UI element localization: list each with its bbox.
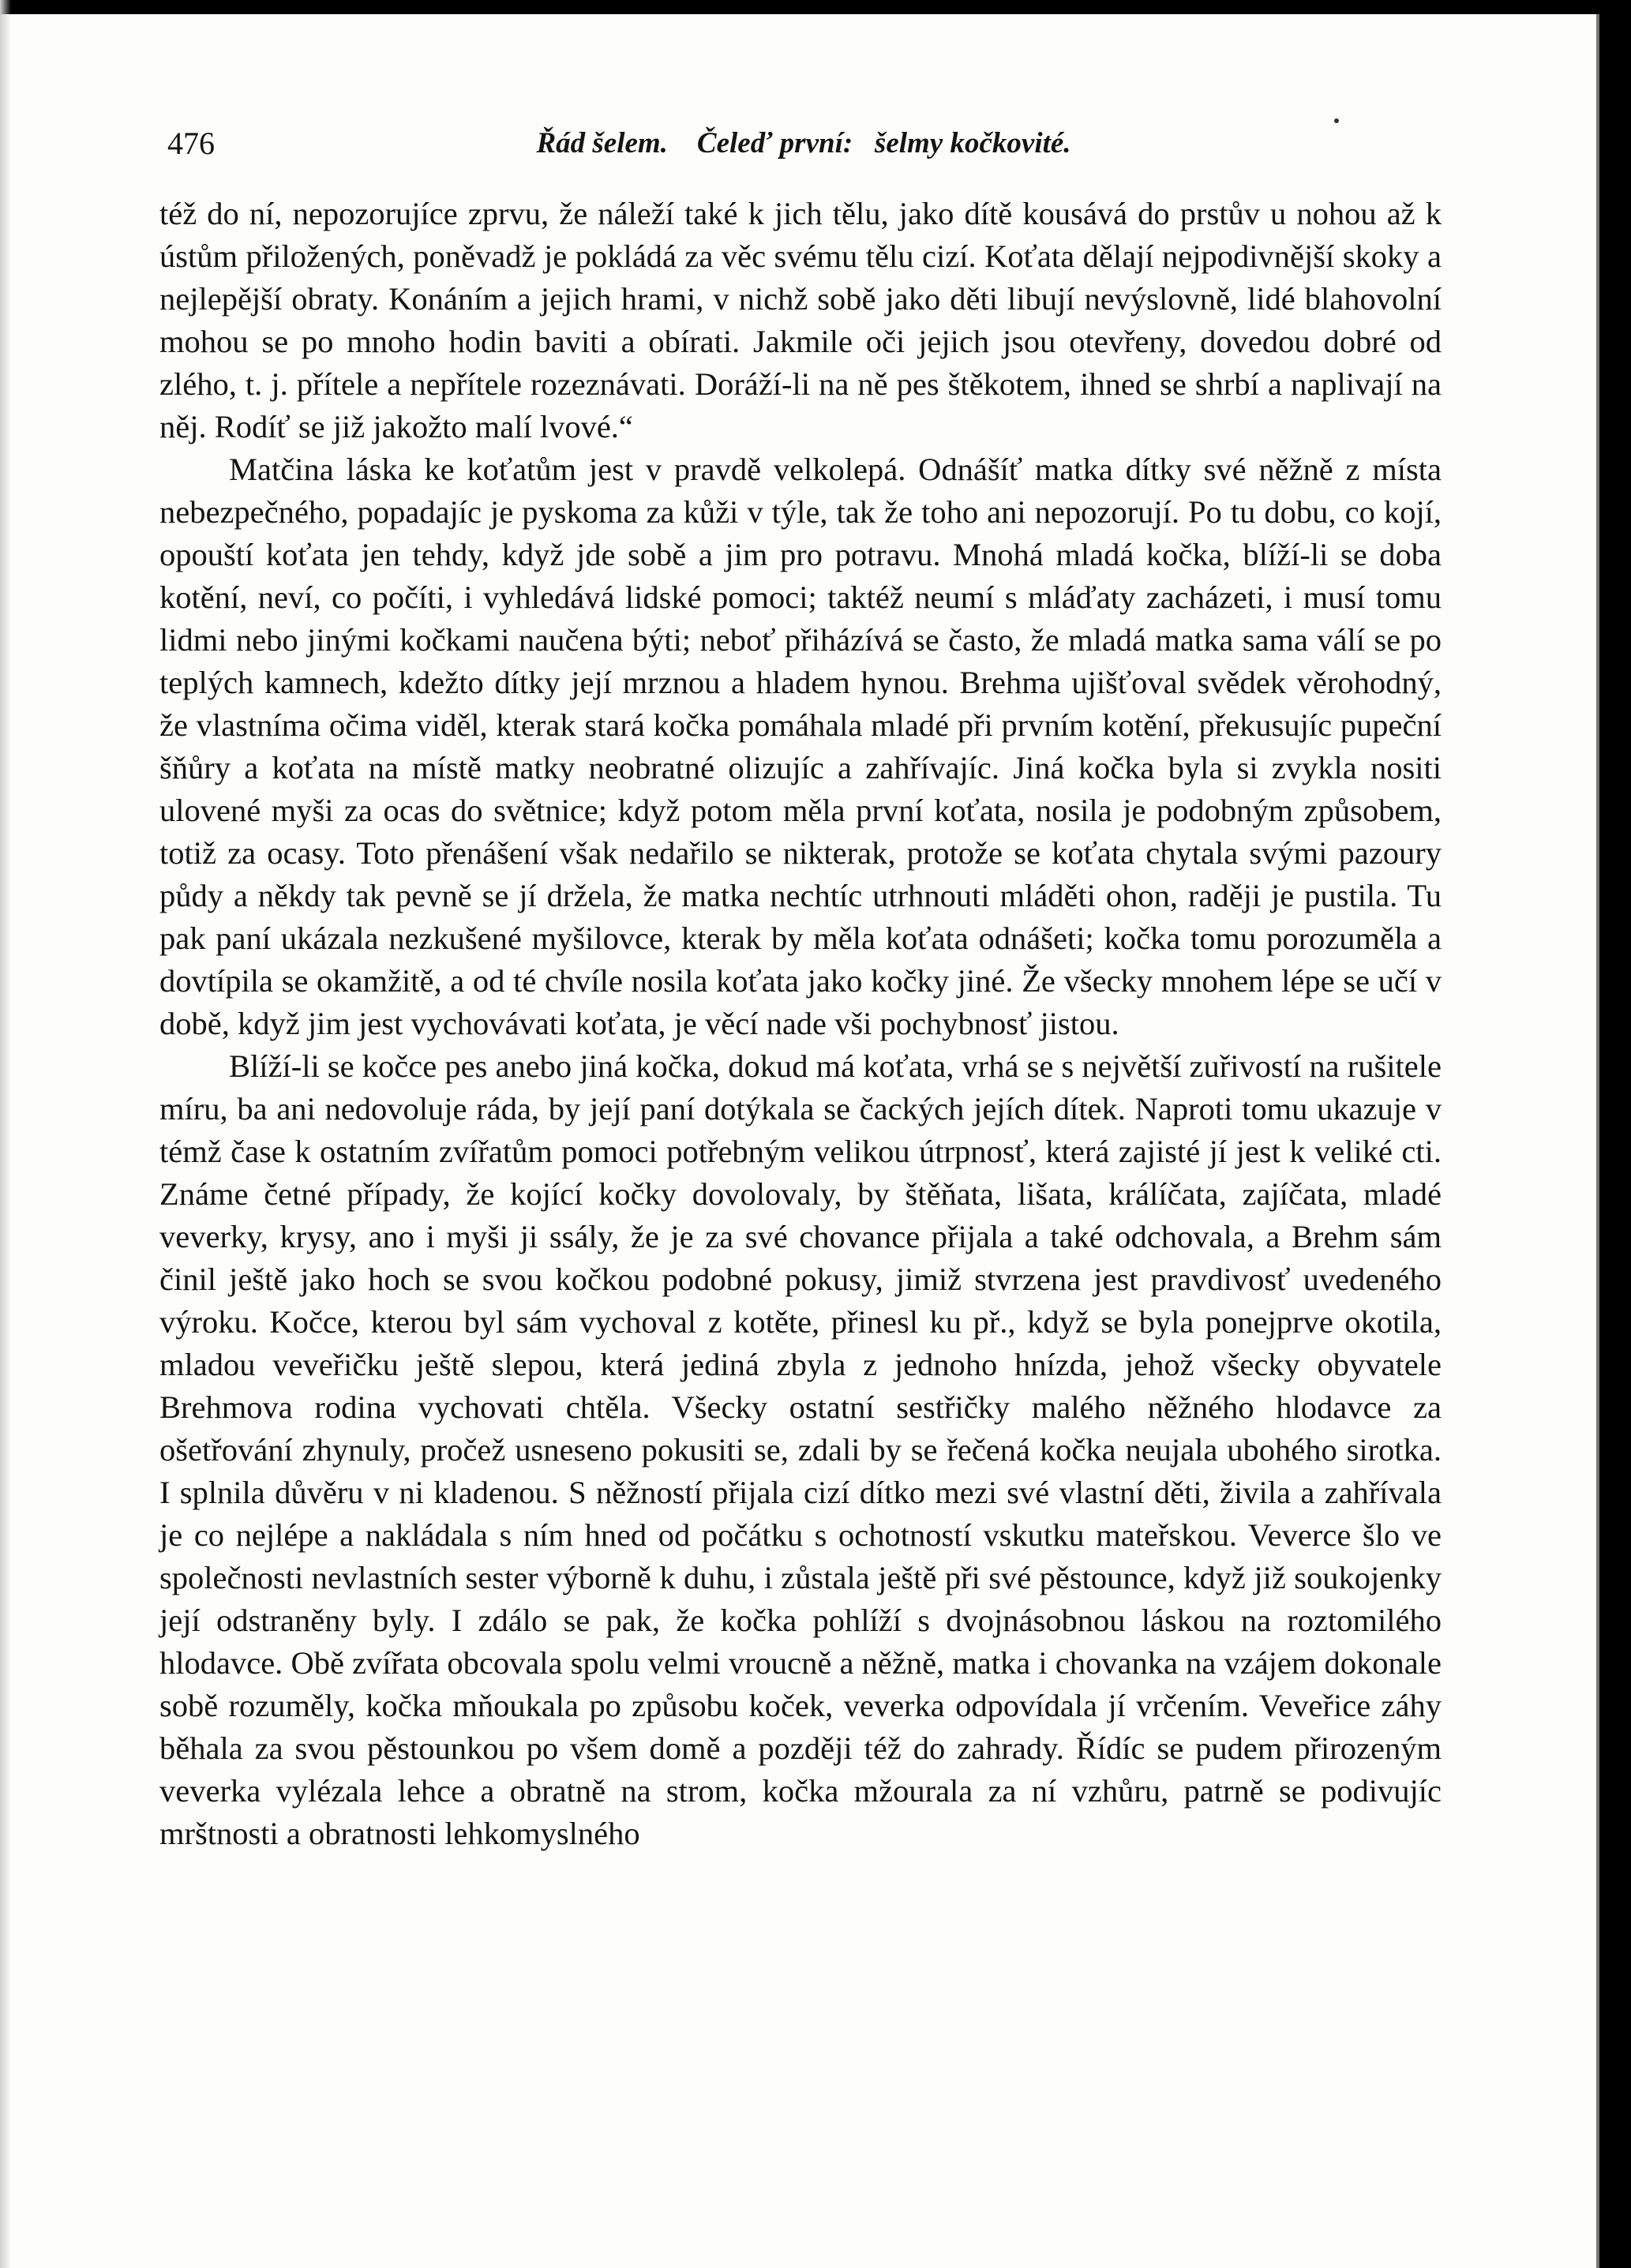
page-edge-line [1596,14,1599,2268]
running-head-group: šelmy kočkovité. [874,127,1071,159]
page-number: 476 [167,126,215,161]
running-head-order: Řád šelem. [536,127,668,159]
print-speck [1334,118,1339,123]
paragraph-continued: též do ní, nepozorujíce zprvu, že náleží také k jich tělu, jako dítě kousává do prstův u nohou až k ústům přiložených, poněvadž je pokládá za věc svému tělu cizí. Koťata dělají nejpodivnější skoky a nejlepější obraty. Konáním a jejich hrami, v nichž sobě jako děti libují nevýslovně, lidé blahovolní mohou se po mnoho hodin baviti a obírati. Jakmile oči jejich jsou otevřeny, dovedou dobré od zlého, t. j. přítele a nepřítele rozeznávati. Doráží-li na ně pes štěkotem, ihned se shrbí a naplivají na něj. Rodíť se již jakožto malí lvové.“ [159,196,1442,444]
paragraph-mother-love: Matčina láska ke koťatům jest v pravdě velkolepá. Odnášíť matka dítky své něžně z místa nebezpečného, popadajíc je pyskoma za kůži v týle, tak že toho ani nepozorují. Po tu dobu, co kojí, opouští koťata jen tehdy, když jde sobě a jim pro potravu. Mnohá mladá kočka, blíží-li se doba kotění, neví, co počíti, i vyhledává lidské pomoci; taktéž neumí s mláďaty zacházeti, i musí tomu lidmi nebo jinými kočkami naučena býti; neboť přiházívá se často, že mladá matka sama válí se po teplých kamnech, kdežto dítky její mrznou a hladem hynou. Brehma ujišťoval svědek věrohodný, že vlastníma očima viděl, kterak stará kočka pomáhala mladé při prvním kotění, překusujíc pupeční šňůry a koťata na místě matky neobratné olizujíc a zahřívajíc. Jiná kočka byla si zvykla nositi ulovené myši za ocas do světnice; když potom měla první koťata, nosila je podobným způsobem, totiž za ocasy. Toto přenášení však nedařilo se nikterak, protože se koťata chytala svými pazoury půdy a někdy tak pevně se jí držela, že matka nechtíc utrhnouti mláděti ohon, raději je pustila. Tu pak paní ukázala nezkušené myšilovce, kterak by měla koťata odnášeti; kočka tomu porozuměla a dovtípila se okamžitě, a od té chvíle nosila koťata jako kočky jiné. Že všecky mnohem lépe se učí v době, když jim jest vychovávati koťata, je věcí nade vši pochybnosť jistou. [159,452,1442,1041]
body-text [159,193,1442,1855]
scan-border-top [0,0,1631,14]
running-head [167,120,1440,167]
paragraph-foster-care: Blíží-li se kočce pes anebo jiná kočka, dokud má koťata, vrhá se s největší zuřivostí na rušitele míru, ba ani nedovoluje ráda, by její paní dotýkala se čackých jejích dítek. Naproti tomu ukazuje v témž čase k ostatním zvířatům pomoci potřebným velikou útrpnosť, která zajisté jí jest k veliké cti. Známe četné případy, že kojící kočky dovolovaly, by štěňata, lišata, králíčata, zajíčata, mladé veverky, krysy, ano i myši ji ssály, že je za své chovance přijala a také odchovala, a Brehm sám činil ještě jako hoch se svou kočkou podobné pokusy, jimiž stvrzena jest pravdivosť uvedeného výroku. Kočce, kterou byl sám vychoval z kotěte, přinesl ku př., když se byla ponejprve okotila, mladou veveřičku ještě slepou, která jediná zbyla z jednoho hnízda, jehož všecky obyvatele Brehmova rodina vychovati chtěla. Všecky ostatní sestřičky malého něžného hlodavce za ošetřování zhynuly, pročež usneseno pokusiti se, zdali by se řečená kočka neujala ubohého sirotka. I splnila důvěru v ni kladenou. S něžností přijala cizí dítko mezi své vlastní děti, živila a zahřívala je co nejlépe a nakládala s ním hned od počátku s ochotností vskutku mateřskou. Veverce šlo ve společnosti nevlastních sester výborně k duhu, i zůstala ještě při své pěstounce, když již soukojenky její odstraněny byly. I zdálo se pak, že kočka pohlíží s dvojnásobnou láskou na roztomilého hlodavce. Obě zvířata obcovala spolu velmi vroucně a něžně, matka i chovanka na vzájem dokonale sobě rozuměly, kočka mňoukala po způsobu koček, veverka odpovídala jí vrčením. Veveřice záhy běhala za svou pěstounkou po všem domě a později též do zahrady. Řídíc se pudem přirozeným veverka vylézala lehce a obratně na strom, kočka mžourala za ní vzhůru, patrně se podivujíc mrštnosti a obratnosti lehkomyslného [159,1048,1442,1851]
scan-border-right [1599,0,1631,2268]
running-head-family: Čeleď první: [696,127,853,159]
binding-shadow [0,0,11,2268]
page-header [167,120,1440,167]
